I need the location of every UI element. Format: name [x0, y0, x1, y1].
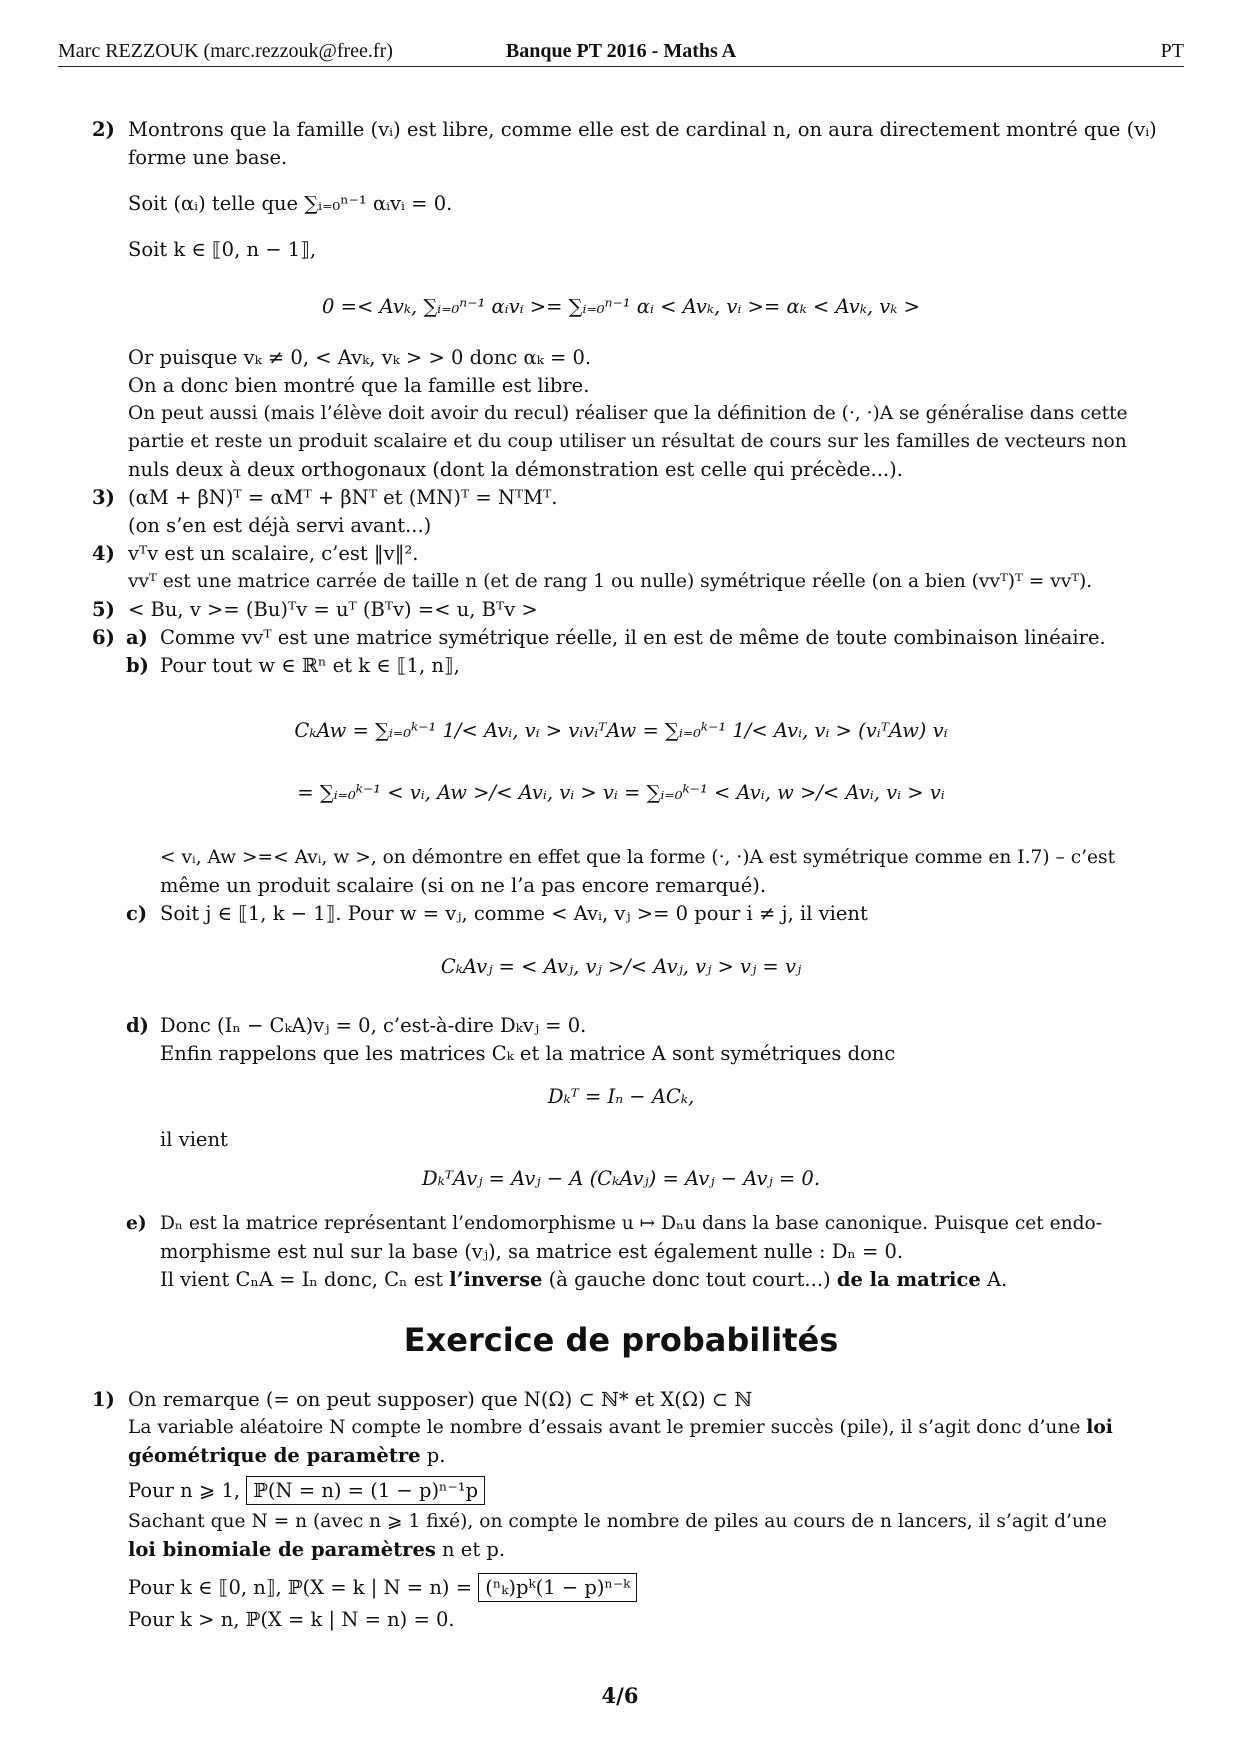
header-class: PT: [1160, 40, 1184, 62]
p1-line1: 1) On remarque (= on peut supposer) que N(Ω) ⊂ ℕ* et X(Ω) ⊂ ℕ: [128, 1386, 1184, 1414]
q6c-line1: c) Soit j ∈ ⟦1, k − 1⟧. Pour w = vⱼ, comme < Avᵢ, vⱼ >= 0 pour i ≠ j, il vient: [160, 900, 1184, 928]
p1-number: 1): [92, 1388, 115, 1411]
q6d-line1: d) Donc (Iₙ − CₖA)vⱼ = 0, c’est-à-dire Dₖvⱼ = 0.: [160, 1012, 1184, 1040]
q6d-label: d): [126, 1014, 149, 1037]
q6b-equation2: = ∑ᵢ₌₀ᵏ⁻¹ < vᵢ, Aw >/< Avᵢ, vᵢ > vᵢ = ∑ᵢ₌₀ᵏ⁻¹ < Avᵢ, w >/< Avᵢ, vᵢ > vᵢ: [297, 781, 945, 804]
q6d-line2: Enfin rappelons que les matrices Cₖ et la matrice A sont symétriques donc: [160, 1042, 896, 1065]
q6e-line1: e) Dₙ est la matrice représentant l’endomorphisme u ↦ Dₙu dans la base canonique. Puisque cet endo-: [160, 1210, 1184, 1238]
q6c-label: c): [126, 902, 148, 925]
header-author: Marc REZZOUK (marc.rezzouk@free.fr): [58, 40, 393, 62]
q2-line3: Soit (αᵢ) telle que ∑ᵢ₌₀ⁿ⁻¹ αᵢvᵢ = 0.: [128, 192, 453, 215]
section-title: Exercice de probabilités: [403, 1321, 839, 1359]
page-number: 4/6: [601, 1683, 639, 1708]
q6e-line2: morphisme est nul sur la base (vⱼ), sa matrice est également nulle : Dₙ = 0.: [160, 1240, 904, 1263]
page-header: [58, 38, 1184, 67]
q6a-line1: 6) a) Comme vvᵀ est une matrice symétrique réelle, il en est de même de toute combinaison linéaire.: [160, 624, 1184, 652]
q2-number: 2): [92, 118, 115, 141]
q6a-label: a): [126, 626, 148, 649]
q6e-line3: Il vient CₙA = Iₙ donc, Cₙ est l’inverse (à gauche donc tout court...) de la matrice A.: [160, 1268, 1008, 1291]
p1-line2: La variable aléatoire N compte le nombre d’essais avant le premier succès (pile), il s’agit donc d’une loi: [128, 1417, 1113, 1438]
q2-line9: nuls deux à deux orthogonaux (dont la démonstration est celle qui précède...).: [128, 458, 903, 481]
page-content: [58, 116, 1184, 1634]
p1-line3: géométrique de paramètre p.: [128, 1444, 446, 1467]
q6d-equation2: DₖᵀAvⱼ = Avⱼ − A (CₖAvⱼ) = Avⱼ − Avⱼ = 0.: [421, 1167, 821, 1190]
q5-line1: 5) < Bu, v >= (Bu)ᵀv = uᵀ (Bᵀv) =< u, Bᵀv >: [128, 596, 1184, 624]
q2-line8: partie et reste un produit scalaire et du coup utiliser un résultat de cours sur les familles de vecteurs non: [128, 431, 1127, 452]
binomial-law-box: (ⁿₖ)pᵏ(1 − p)ⁿ⁻ᵏ: [478, 1573, 637, 1602]
q2-line6: On a donc bien montré que la famille est libre.: [128, 374, 590, 397]
q2-line1: 2) Montrons que la famille (vᵢ) est libre, comme elle est de cardinal n, on aura directement montré que (vᵢ): [128, 116, 1184, 144]
q4-line1: 4) vᵀv est un scalaire, c’est ‖v‖².: [128, 540, 1184, 568]
p1-line7: Pour k ∈ ⟦0, n⟧, ℙ(X = k | N = n) = (ⁿₖ)pᵏ(1 − p)ⁿ⁻ᵏ: [128, 1570, 1184, 1606]
p1-line6: loi binomiale de paramètres n et p.: [128, 1538, 506, 1561]
q4-number: 4): [92, 542, 115, 565]
q2-line7: On peut aussi (mais l’élève doit avoir du recul) réaliser que la définition de (·, ·)A se généralise dans cette: [128, 403, 1128, 424]
q2-line5: Or puisque vₖ ≠ 0, < Avₖ, vₖ > > 0 donc αₖ = 0.: [128, 346, 592, 369]
q6b-line2: < vᵢ, Aw >=< Avᵢ, w >, on démontre en effet que la forme (·, ·)A est symétrique comme en I.7) – c’est: [160, 847, 1116, 868]
q2-line2: forme une base.: [128, 146, 288, 169]
q6b-line3: même un produit scalaire (si on ne l’a pas encore remarqué).: [160, 874, 767, 897]
p1-line4: Pour n ⩾ 1, ℙ(N = n) = (1 − p)ⁿ⁻¹p: [128, 1474, 1184, 1508]
header-title: Banque PT 2016 - Maths A: [505, 40, 737, 62]
q6-number: 6): [92, 626, 115, 649]
q2-equation: 0 =< Avₖ, ∑ᵢ₌₀ⁿ⁻¹ αᵢvᵢ >= ∑ᵢ₌₀ⁿ⁻¹ αᵢ < Avₖ, vᵢ >= αₖ < Avₖ, vₖ >: [322, 295, 920, 318]
p1-line8: Pour k > n, ℙ(X = k | N = n) = 0.: [128, 1608, 455, 1631]
q3-number: 3): [92, 486, 115, 509]
q3-line1: 3) (αM + βN)ᵀ = αMᵀ + βNᵀ et (MN)ᵀ = NᵀMᵀ.: [128, 484, 1184, 512]
p1-line5: Sachant que N = n (avec n ⩾ 1 fixé), on compte le nombre de piles au cours de n lancers, il s’agit d’une: [128, 1511, 1107, 1532]
q6b-equation1: CₖAw = ∑ᵢ₌₀ᵏ⁻¹ 1/< Avᵢ, vᵢ > vᵢvᵢᵀAw = ∑ᵢ₌₀ᵏ⁻¹ 1/< Avᵢ, vᵢ > (vᵢᵀAw) vᵢ: [294, 719, 948, 742]
q4-line2: vvᵀ est une matrice carrée de taille n (et de rang 1 ou nulle) symétrique réelle (on a bien (vvᵀ)ᵀ = vvᵀ).: [128, 571, 1093, 592]
q3-line2: (on s’en est déjà servi avant...): [128, 514, 432, 537]
q6d-equation1: Dₖᵀ = Iₙ − ACₖ,: [547, 1085, 695, 1108]
q6c-equation: CₖAvⱼ = < Avⱼ, vⱼ >/< Avⱼ, vⱼ > vⱼ = vⱼ: [440, 955, 802, 978]
q6b-line1: b) Pour tout w ∈ ℝⁿ et k ∈ ⟦1, n⟧,: [160, 652, 1184, 680]
q5-number: 5): [92, 598, 115, 621]
q2-line4: Soit k ∈ ⟦0, n − 1⟧,: [128, 238, 317, 261]
q6b-label: b): [126, 654, 149, 677]
q6d-line3: il vient: [160, 1128, 228, 1151]
q6e-label: e): [126, 1213, 147, 1234]
geometric-law-box: ℙ(N = n) = (1 − p)ⁿ⁻¹p: [246, 1476, 485, 1505]
